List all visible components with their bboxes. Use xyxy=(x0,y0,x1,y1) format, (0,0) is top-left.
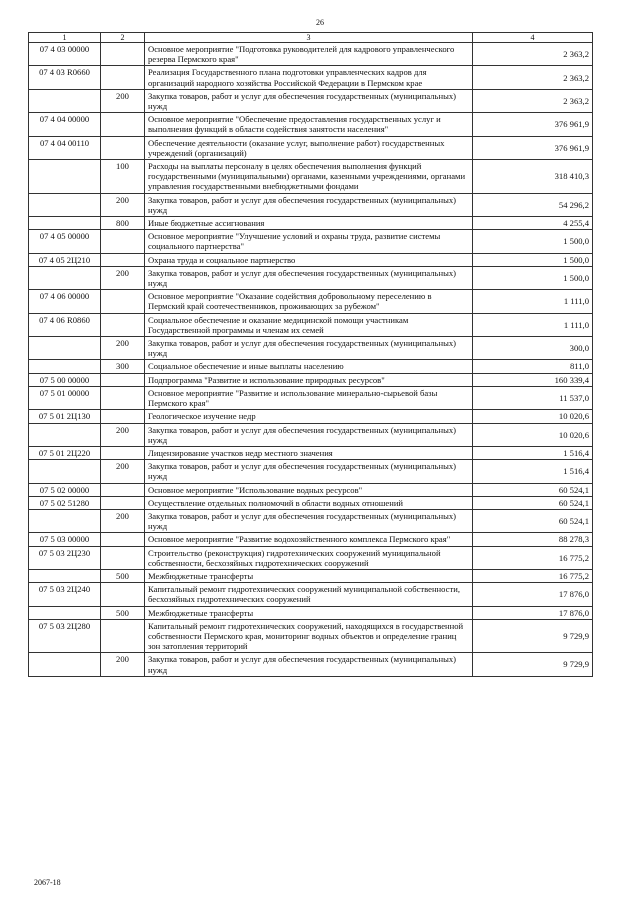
budget-table xyxy=(28,32,593,677)
cell-name: Закупка товаров, работ и услуг для обеспечения государственных (муниципальных) нужд xyxy=(145,337,473,360)
cell-name: Закупка товаров, работ и услуг для обеспечения государственных (муниципальных) нужд xyxy=(145,193,473,216)
table-row xyxy=(29,253,593,266)
cell-amount: 1 516,4 xyxy=(473,460,593,483)
cell-name: Охрана труда и социальное партнерство xyxy=(145,253,473,266)
cell-amount: 1 500,0 xyxy=(473,230,593,253)
cell-target-code: 07 4 05 00000 xyxy=(29,230,101,253)
cell-expense-type: 300 xyxy=(101,360,145,373)
cell-expense-type xyxy=(101,66,145,89)
cell-expense-type: 100 xyxy=(101,160,145,194)
table-row xyxy=(29,290,593,313)
cell-expense-type: 500 xyxy=(101,606,145,619)
cell-name: Межбюджетные трансферты xyxy=(145,569,473,582)
cell-name: Основное мероприятие "Развитие и использование минерально-сырьевой базы Пермского края" xyxy=(145,386,473,409)
cell-amount: 17 876,0 xyxy=(473,583,593,606)
cell-target-code: 07 4 03 00000 xyxy=(29,43,101,66)
cell-expense-type xyxy=(101,410,145,423)
table-row xyxy=(29,113,593,136)
table-row xyxy=(29,386,593,409)
cell-expense-type xyxy=(101,446,145,459)
cell-amount: 2 363,2 xyxy=(473,66,593,89)
table-row xyxy=(29,569,593,582)
cell-expense-type: 200 xyxy=(101,423,145,446)
cell-name: Основное мероприятие "Оказание содействия добровольному переселению в Пермский край соотечественников, проживающих за рубежом" xyxy=(145,290,473,313)
cell-name: Закупка товаров, работ и услуг для обеспечения государственных (муниципальных) нужд xyxy=(145,653,473,676)
table-row xyxy=(29,619,593,653)
cell-name: Основное мероприятие "Обеспечение предоставления государственных услуг и выполнения функций в области содействия занятости населения" xyxy=(145,113,473,136)
table-row xyxy=(29,136,593,159)
cell-name: Закупка товаров, работ и услуг для обеспечения государственных (муниципальных) нужд xyxy=(145,460,473,483)
cell-target-code: 07 4 03 R0660 xyxy=(29,66,101,89)
cell-name: Обеспечение деятельности (оказание услуг, выполнение работ) государственных учреждений (организаций) xyxy=(145,136,473,159)
cell-target-code xyxy=(29,360,101,373)
cell-amount: 11 537,0 xyxy=(473,386,593,409)
cell-amount: 2 363,2 xyxy=(473,89,593,112)
table-row xyxy=(29,89,593,112)
cell-target-code: 07 5 01 2Ц220 xyxy=(29,446,101,459)
cell-expense-type xyxy=(101,230,145,253)
cell-name: Лицензирование участков недр местного значения xyxy=(145,446,473,459)
cell-expense-type: 200 xyxy=(101,509,145,532)
cell-name: Основное мероприятие "Улучшение условий и охраны труда, развитие системы социального партнерства" xyxy=(145,230,473,253)
cell-target-code xyxy=(29,460,101,483)
cell-name: Осуществление отдельных полномочий в области водных отношений xyxy=(145,496,473,509)
cell-amount: 10 020,6 xyxy=(473,410,593,423)
cell-expense-type xyxy=(101,313,145,336)
cell-expense-type xyxy=(101,136,145,159)
cell-name: Социальное обеспечение и оказание медицинской помощи участникам Государственной программы и членам их семей xyxy=(145,313,473,336)
cell-name: Капитальный ремонт гидротехнических сооружений муниципальной собственности, бесхозяйных гидротехнических сооружений xyxy=(145,583,473,606)
cell-target-code: 07 4 06 00000 xyxy=(29,290,101,313)
cell-target-code xyxy=(29,160,101,194)
cell-amount: 811,0 xyxy=(473,360,593,373)
cell-expense-type xyxy=(101,386,145,409)
header-col-1: 1 xyxy=(29,33,101,43)
table-row xyxy=(29,360,593,373)
cell-amount: 376 961,9 xyxy=(473,136,593,159)
cell-amount: 16 775,2 xyxy=(473,546,593,569)
cell-amount: 60 524,1 xyxy=(473,496,593,509)
table-row xyxy=(29,230,593,253)
cell-amount: 17 876,0 xyxy=(473,606,593,619)
cell-amount: 88 278,3 xyxy=(473,533,593,546)
cell-expense-type xyxy=(101,533,145,546)
page-number: 26 xyxy=(316,18,324,27)
cell-expense-type xyxy=(101,546,145,569)
cell-amount: 300,0 xyxy=(473,337,593,360)
cell-expense-type xyxy=(101,253,145,266)
header-col-2: 2 xyxy=(101,33,145,43)
cell-target-code xyxy=(29,569,101,582)
cell-expense-type xyxy=(101,619,145,653)
table-row xyxy=(29,546,593,569)
table-row xyxy=(29,266,593,289)
cell-name: Социальное обеспечение и иные выплаты населению xyxy=(145,360,473,373)
cell-target-code: 07 5 03 2Ц240 xyxy=(29,583,101,606)
cell-amount: 9 729,9 xyxy=(473,653,593,676)
cell-expense-type xyxy=(101,496,145,509)
cell-target-code: 07 5 01 00000 xyxy=(29,386,101,409)
cell-expense-type: 200 xyxy=(101,460,145,483)
table-row xyxy=(29,496,593,509)
cell-expense-type: 200 xyxy=(101,266,145,289)
cell-name: Реализация Государственного плана подготовки управленческих кадров для организаций народного хозяйства Российской Федерации в Пермском крае xyxy=(145,66,473,89)
cell-target-code: 07 5 00 00000 xyxy=(29,373,101,386)
cell-amount: 16 775,2 xyxy=(473,569,593,582)
cell-amount: 318 410,3 xyxy=(473,160,593,194)
cell-amount: 1 500,0 xyxy=(473,266,593,289)
cell-amount: 1 111,0 xyxy=(473,290,593,313)
header-col-4: 4 xyxy=(473,33,593,43)
cell-name: Подпрограмма "Развитие и использование природных ресурсов" xyxy=(145,373,473,386)
cell-target-code: 07 5 01 2Ц130 xyxy=(29,410,101,423)
cell-target-code xyxy=(29,423,101,446)
cell-expense-type xyxy=(101,583,145,606)
cell-amount: 60 524,1 xyxy=(473,483,593,496)
cell-target-code: 07 4 06 R0860 xyxy=(29,313,101,336)
cell-target-code: 07 5 03 00000 xyxy=(29,533,101,546)
cell-name: Иные бюджетные ассигнования xyxy=(145,217,473,230)
cell-expense-type: 500 xyxy=(101,569,145,582)
cell-amount: 376 961,9 xyxy=(473,113,593,136)
table-row xyxy=(29,423,593,446)
table-row xyxy=(29,43,593,66)
cell-name: Геологическое изучение недр xyxy=(145,410,473,423)
cell-amount: 4 255,4 xyxy=(473,217,593,230)
cell-expense-type xyxy=(101,290,145,313)
cell-name: Капитальный ремонт гидротехнических сооружений, находящихся в государственной собственности Пермского края, мониторинг водных объектов и определение границ зон затопления территорий xyxy=(145,619,473,653)
cell-amount: 1 500,0 xyxy=(473,253,593,266)
cell-name: Основное мероприятие "Использование водных ресурсов" xyxy=(145,483,473,496)
cell-target-code xyxy=(29,266,101,289)
cell-target-code: 07 5 03 2Ц280 xyxy=(29,619,101,653)
cell-amount: 1 111,0 xyxy=(473,313,593,336)
table-row xyxy=(29,446,593,459)
table-row xyxy=(29,373,593,386)
cell-name: Основное мероприятие "Подготовка руководителей для кадрового управленческого резерва Пермского края" xyxy=(145,43,473,66)
cell-expense-type xyxy=(101,373,145,386)
table-row xyxy=(29,193,593,216)
cell-amount: 9 729,9 xyxy=(473,619,593,653)
cell-expense-type xyxy=(101,43,145,66)
cell-name: Закупка товаров, работ и услуг для обеспечения государственных (муниципальных) нужд xyxy=(145,423,473,446)
cell-target-code: 07 5 03 2Ц230 xyxy=(29,546,101,569)
cell-name: Строительство (реконструкция) гидротехнических сооружений муниципальной собственности, бесхозяйных гидротехнических сооружений xyxy=(145,546,473,569)
table-row xyxy=(29,160,593,194)
cell-expense-type xyxy=(101,113,145,136)
cell-target-code xyxy=(29,509,101,532)
cell-target-code xyxy=(29,217,101,230)
cell-target-code xyxy=(29,337,101,360)
cell-expense-type: 200 xyxy=(101,337,145,360)
table-row xyxy=(29,583,593,606)
cell-target-code: 07 5 02 00000 xyxy=(29,483,101,496)
cell-amount: 1 516,4 xyxy=(473,446,593,459)
cell-target-code xyxy=(29,89,101,112)
table-row xyxy=(29,217,593,230)
table-row xyxy=(29,410,593,423)
table-row xyxy=(29,460,593,483)
cell-expense-type xyxy=(101,483,145,496)
cell-target-code: 07 5 02 51280 xyxy=(29,496,101,509)
cell-amount: 60 524,1 xyxy=(473,509,593,532)
cell-expense-type: 800 xyxy=(101,217,145,230)
cell-target-code: 07 4 04 00110 xyxy=(29,136,101,159)
cell-amount: 10 020,6 xyxy=(473,423,593,446)
table-row xyxy=(29,337,593,360)
cell-target-code xyxy=(29,653,101,676)
table-body xyxy=(29,43,593,677)
cell-target-code: 07 4 04 00000 xyxy=(29,113,101,136)
header-col-3: 3 xyxy=(145,33,473,43)
table-row xyxy=(29,653,593,676)
cell-name: Межбюджетные трансферты xyxy=(145,606,473,619)
cell-amount: 160 339,4 xyxy=(473,373,593,386)
table-row xyxy=(29,606,593,619)
cell-target-code: 07 4 05 2Ц210 xyxy=(29,253,101,266)
table-row xyxy=(29,66,593,89)
cell-expense-type: 200 xyxy=(101,89,145,112)
cell-amount: 2 363,2 xyxy=(473,43,593,66)
table-header-row xyxy=(29,33,593,43)
cell-name: Расходы на выплаты персоналу в целях обеспечения выполнения функций государственными (муниципальными) органами, казенными учреждениями, органами управления государственными внебюджетными фондами xyxy=(145,160,473,194)
document-code: 2067-18 xyxy=(34,878,61,887)
cell-name: Основное мероприятие "Развитие водохозяйственного комплекса Пермского края" xyxy=(145,533,473,546)
table-row xyxy=(29,509,593,532)
table-row xyxy=(29,533,593,546)
cell-name: Закупка товаров, работ и услуг для обеспечения государственных (муниципальных) нужд xyxy=(145,266,473,289)
cell-target-code xyxy=(29,606,101,619)
cell-expense-type: 200 xyxy=(101,193,145,216)
cell-target-code xyxy=(29,193,101,216)
table-row xyxy=(29,313,593,336)
cell-amount: 54 296,2 xyxy=(473,193,593,216)
cell-name: Закупка товаров, работ и услуг для обеспечения государственных (муниципальных) нужд xyxy=(145,89,473,112)
cell-expense-type: 200 xyxy=(101,653,145,676)
table-row xyxy=(29,483,593,496)
cell-name: Закупка товаров, работ и услуг для обеспечения государственных (муниципальных) нужд xyxy=(145,509,473,532)
